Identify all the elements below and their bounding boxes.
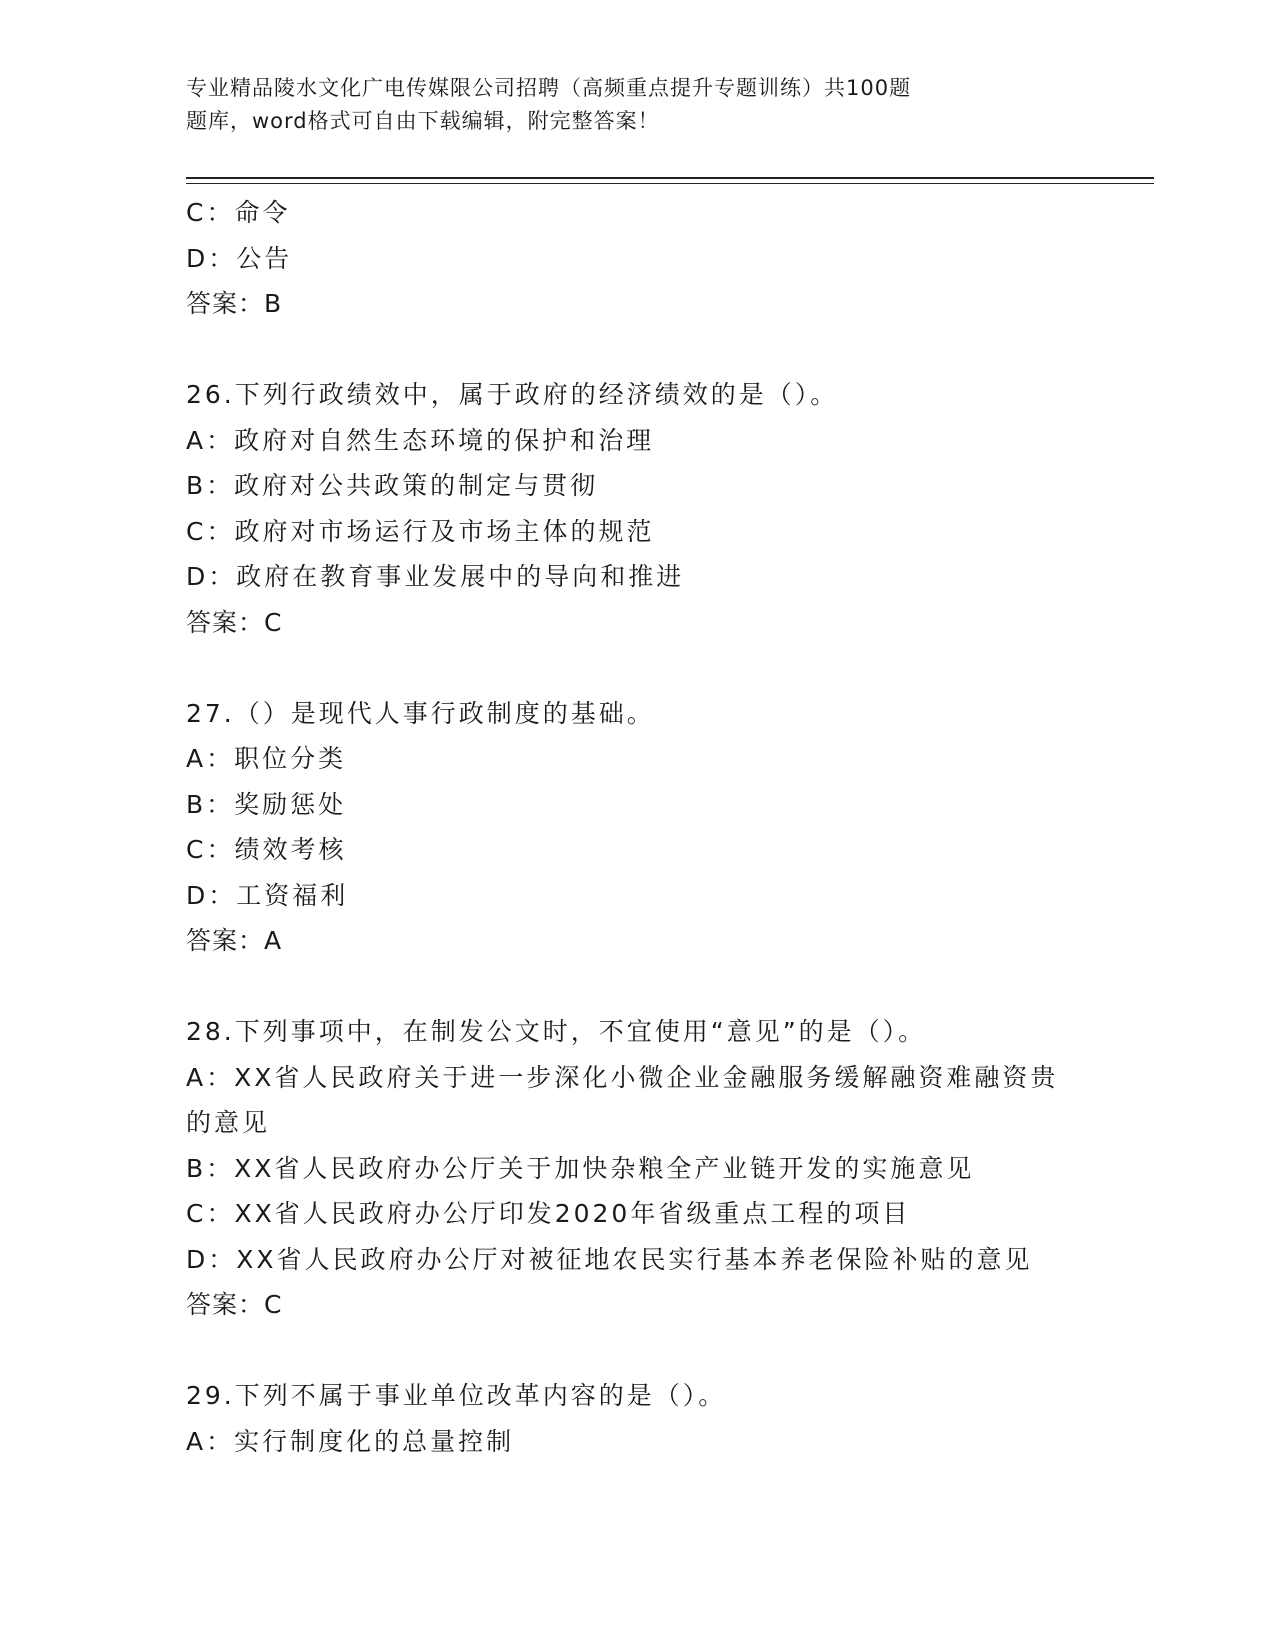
header-divider-thin (186, 183, 1154, 184)
header-divider-thick (186, 177, 1154, 179)
question-29-stem: 29.下列不属于事业单位改革内容的是（）。 (186, 1381, 727, 1410)
question-28-answer: 答案：C (186, 1290, 283, 1319)
question-content (186, 190, 1086, 1464)
spacer (186, 1328, 1086, 1374)
question-27-answer: 答案：A (186, 926, 283, 955)
option-d: D：公告 (186, 243, 293, 273)
question-26-option-a: A：政府对自然生态环境的保护和治理 (186, 425, 655, 455)
spacer (186, 964, 1086, 1010)
header-line-2: 题库，word格式可自由下载编辑，附完整答案！ (186, 109, 660, 133)
question-27-option-a: A：职位分类 (186, 744, 347, 773)
question-28-option-b: B：XX省人民政府办公厅关于加快杂粮全产业链开发的实施意见 (186, 1153, 975, 1183)
question-26-option-b: B：政府对公共政策的制定与贯彻 (186, 471, 599, 500)
question-28-stem: 28.下列事项中，在制发公文时，不宜使用“意见”的是（）。 (186, 1017, 927, 1046)
header-line-1: 专业精品陵水文化广电传媒限公司招聘（高频重点提升专题训练）共100题 (186, 76, 912, 100)
question-26-stem: 26.下列行政绩效中，属于政府的经济绩效的是（）。 (186, 380, 839, 409)
option-c: C：命令 (186, 198, 291, 227)
spacer (186, 645, 1086, 691)
question-27-option-c: C：绩效考核 (186, 835, 347, 864)
question-27-stem: 27.（）是现代人事行政制度的基础。 (186, 698, 655, 728)
question-27-option-d: D：工资福利 (186, 880, 349, 910)
question-26-option-c: C：政府对市场运行及市场主体的规范 (186, 516, 655, 546)
question-28-option-c: C：XX省人民政府办公厅印发2020年省级重点工程的项目 (186, 1199, 911, 1228)
question-27-option-b: B：奖励惩处 (186, 789, 347, 819)
answer: 答案：B (186, 289, 283, 318)
question-28-option-d: D：XX省人民政府办公厅对被征地农民实行基本养老保险补贴的意见 (186, 1244, 1033, 1274)
document-header (186, 72, 1026, 138)
question-28-option-a-continued: 的意见 (186, 1108, 271, 1137)
question-28-option-a: A：XX省人民政府关于进一步深化小微企业金融服务缓解融资难融资贵 (186, 1062, 1059, 1092)
question-26-option-d: D：政府在教育事业发展中的导向和推进 (186, 562, 685, 591)
spacer (186, 327, 1086, 373)
question-26-answer: 答案：C (186, 607, 283, 637)
question-29-option-a: A：实行制度化的总量控制 (186, 1426, 515, 1456)
